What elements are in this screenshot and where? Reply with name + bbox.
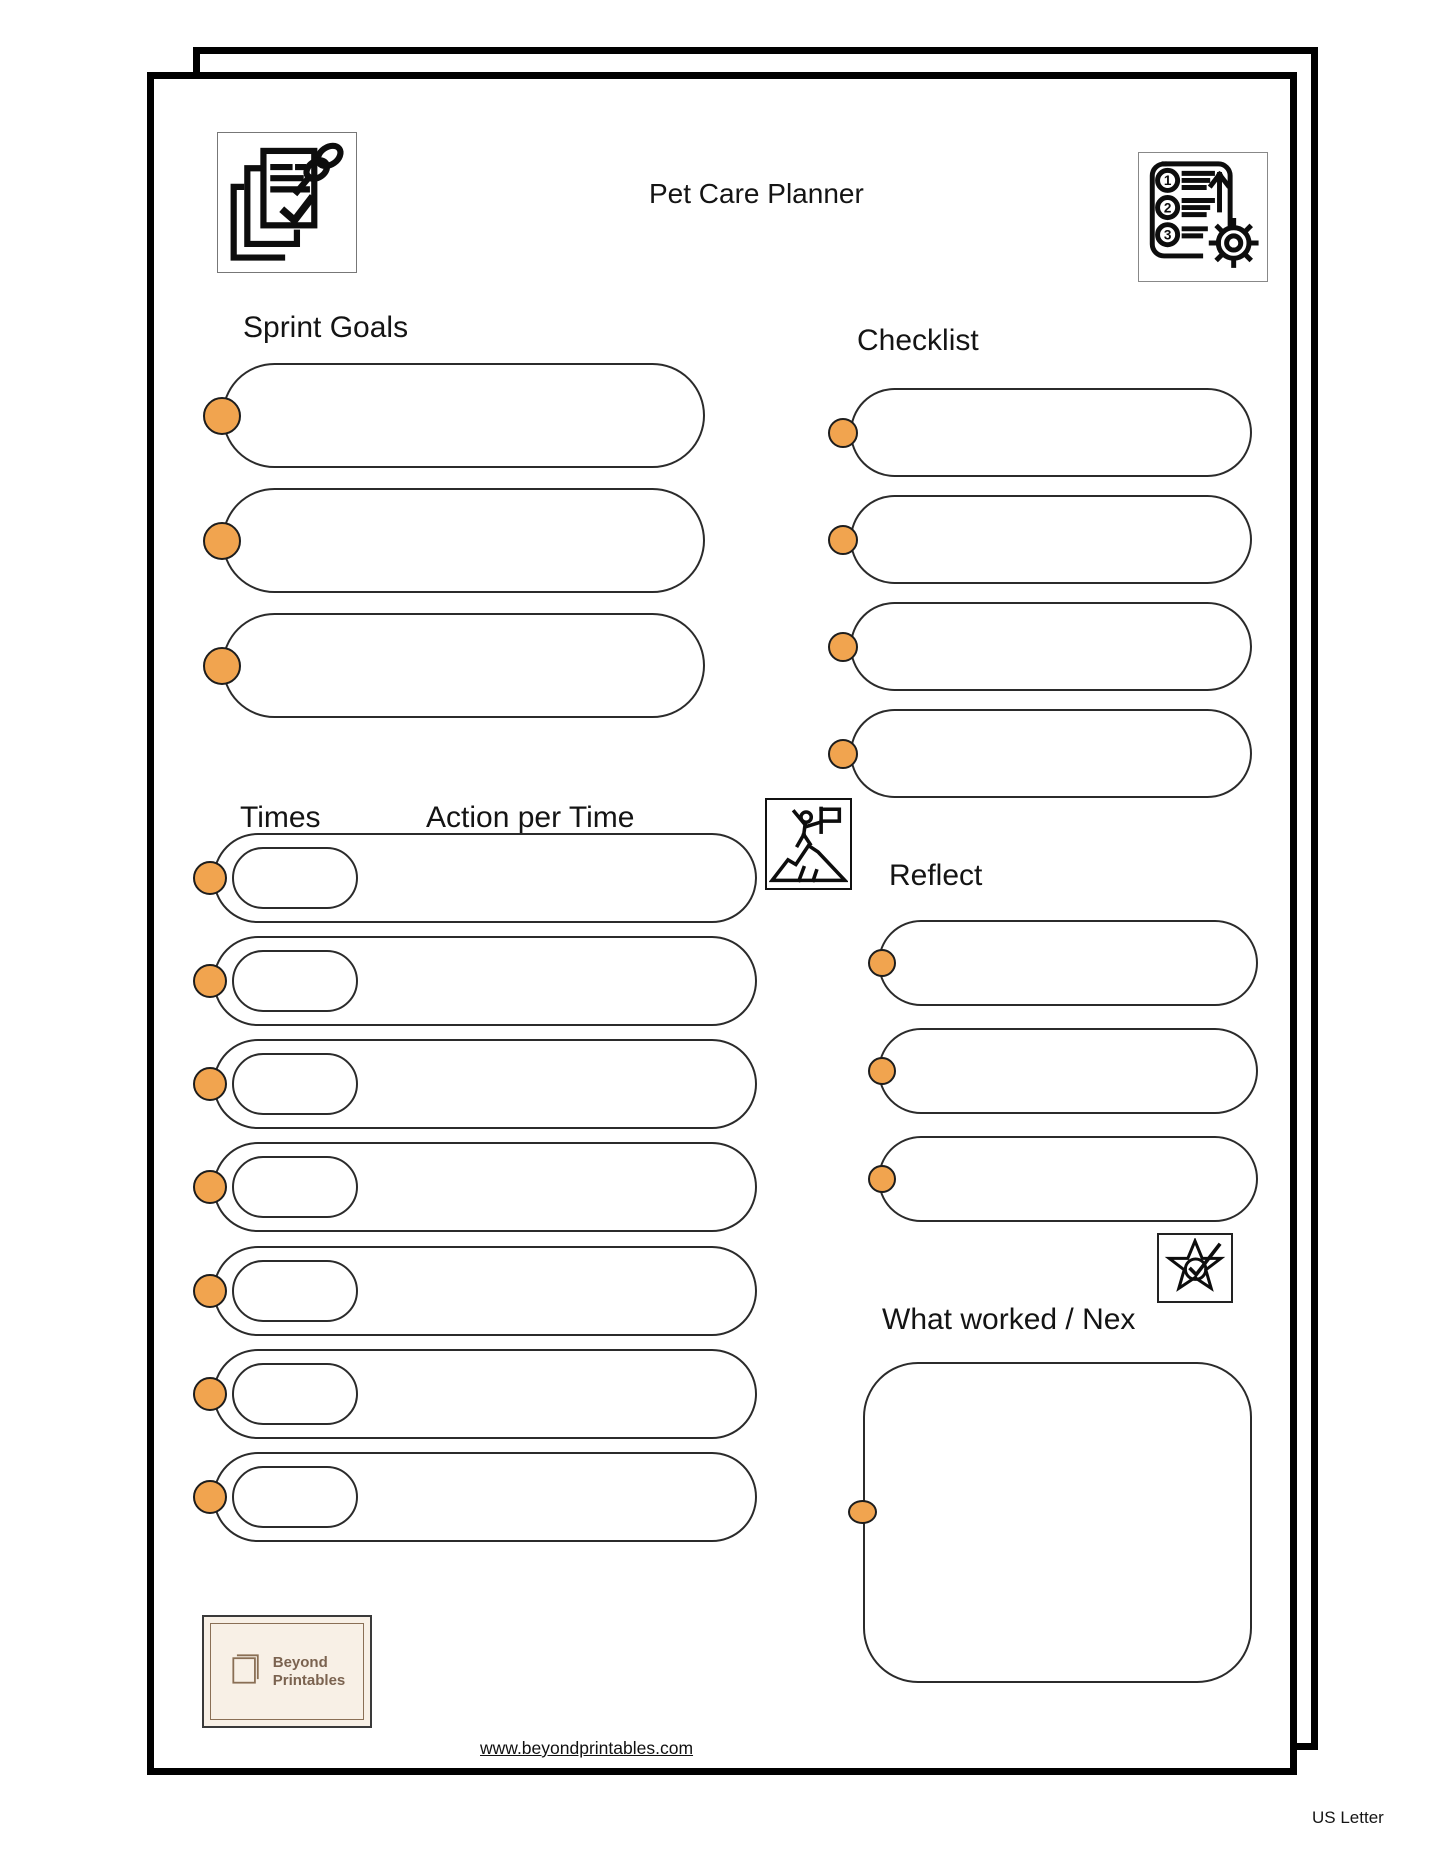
bullet-dot [203,522,241,560]
planner-row [868,1028,1258,1114]
svg-text:1: 1 [1163,173,1172,189]
beyond-printables-logo [202,1615,372,1728]
bullet-dot [203,647,241,685]
times-row [193,1142,757,1232]
planner-row [868,1136,1258,1222]
times-row [193,1452,757,1542]
times-action-rows [193,833,757,1555]
times-row [193,1349,757,1439]
bullet-dot [193,1170,227,1204]
bullet-dot [193,1067,227,1101]
time-pill[interactable] [232,1466,358,1528]
time-pill[interactable] [232,1053,358,1115]
planner-row [828,388,1252,477]
entry-pill[interactable] [878,1136,1258,1222]
mountain-climber-flag-icon [765,798,852,890]
bullet-dot [828,525,858,555]
footer-url-link[interactable]: www.beyondprintables.com [480,1738,694,1758]
svg-text:2: 2 [1163,200,1172,216]
planner-row [868,920,1258,1006]
reflect-rows [868,920,1258,1244]
logo-line1: Beyond [272,1654,328,1672]
bullet-dot [868,949,896,977]
entry-pill[interactable] [222,613,705,718]
paper-size-label: US Letter [1312,1808,1384,1827]
bullet-dot [868,1165,896,1193]
logo-inner-frame [210,1623,364,1720]
logo-wordmark [273,1654,346,1689]
planner-row [828,495,1252,584]
bullet-dot [828,632,858,662]
entry-pill[interactable] [850,709,1252,798]
time-pill[interactable] [232,1363,358,1425]
bullet-dot [193,1480,227,1514]
pinned-notes-icon [217,132,357,273]
times-row [193,1039,757,1129]
entry-pill[interactable] [850,602,1252,691]
planner-row [828,709,1252,798]
entry-pill[interactable] [878,920,1258,1006]
sprint-goals-rows [203,363,705,738]
what-worked-heading: What worked / Nex [882,1303,1136,1336]
times-row [193,936,757,1026]
what-worked-box[interactable] [863,1362,1252,1683]
time-pill[interactable] [232,950,358,1012]
checklist-heading: Checklist [857,324,979,357]
star-check-icon [1157,1233,1233,1303]
time-pill[interactable] [232,847,358,909]
checklist-rows [828,388,1252,816]
entry-pill[interactable] [878,1028,1258,1114]
time-pill[interactable] [232,1260,358,1322]
svg-text:3: 3 [1163,227,1172,243]
reflect-heading: Reflect [889,859,983,892]
bullet-dot [193,1377,227,1411]
times-heading: Times [240,801,321,834]
bullet-dot [828,418,858,448]
bullet-dot [848,1500,877,1524]
planner-row [203,363,705,468]
entry-pill[interactable] [850,495,1252,584]
bullet-dot [828,739,858,769]
time-pill[interactable] [232,1156,358,1218]
entry-pill[interactable] [850,388,1252,477]
bullet-dot [193,1274,227,1308]
logo-line2: Printables [272,1671,346,1689]
bullet-dot [868,1057,896,1085]
page-title: Pet Care Planner [649,178,864,209]
planner-row [203,613,705,718]
planner-row [828,602,1252,691]
entry-pill[interactable] [222,363,705,468]
entry-pill[interactable] [222,488,705,593]
bullet-dot [193,861,227,895]
planner-row [203,488,705,593]
stacked-pages-icon [229,1649,265,1694]
times-row [193,1246,757,1336]
sprint-goals-heading: Sprint Goals [243,311,409,344]
bullet-dot [193,964,227,998]
numbered-list-gear-icon [1138,152,1268,282]
bullet-dot [203,397,241,435]
action-per-time-heading: Action per Time [426,801,635,834]
times-row [193,833,757,923]
